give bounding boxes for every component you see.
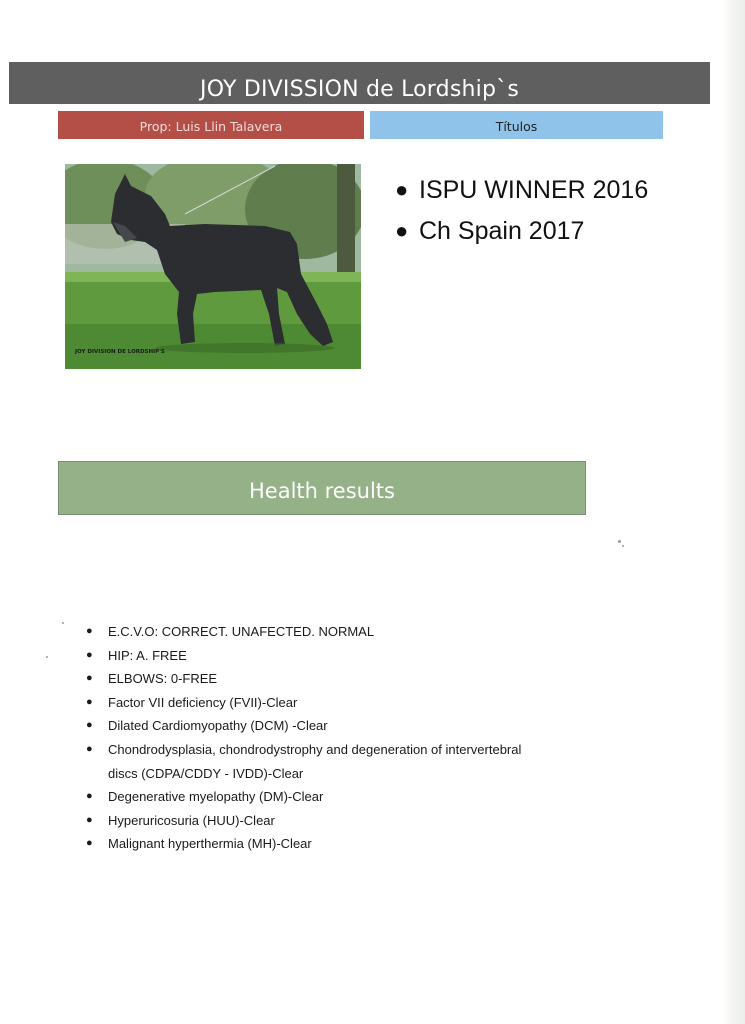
list-item: ● Ch Spain 2017 — [395, 211, 679, 252]
bullet-icon: ● — [395, 177, 409, 202]
list-item: ● ISPU WINNER 2016 — [395, 170, 679, 211]
list-item: ● HIP: A. FREE — [86, 644, 546, 668]
titles-list — [395, 170, 679, 251]
bullet-icon: ● — [86, 695, 93, 708]
list-item: ● Hyperuricosuria (HUU)-Clear — [86, 809, 546, 833]
scan-speck — [62, 622, 64, 624]
list-item: ● Malignant hyperthermia (MH)-Clear — [86, 832, 546, 856]
scan-speck — [46, 656, 48, 658]
dog-photo — [65, 164, 361, 369]
photo-caption: JOY DIVISION DE LORDSHIP'S — [75, 349, 165, 355]
bullet-icon: ● — [86, 719, 93, 732]
health-results-list — [86, 620, 546, 856]
scan-speck — [618, 540, 621, 543]
scan-edge-shadow — [723, 0, 745, 1024]
page-title: JOY DIVISSION de Lordship`s — [9, 62, 710, 104]
list-item: ● ELBOWS: 0-FREE — [86, 667, 546, 691]
bullet-icon: ● — [86, 837, 93, 850]
bullet-icon: ● — [86, 790, 93, 803]
owner-label: Prop: Luis Llin Talavera — [58, 111, 364, 139]
bullet-icon: ● — [86, 625, 93, 637]
bullet-icon: ● — [86, 672, 93, 685]
list-item: ● Degenerative myelopathy (DM)-Clear — [86, 785, 546, 809]
list-item: ● E.C.V.O: CORRECT. UNAFECTED. NORMAL — [86, 620, 546, 644]
bullet-icon: ● — [86, 648, 93, 661]
list-item: ● Factor VII deficiency (FVII)-Clear — [86, 691, 546, 715]
bullet-icon: ● — [86, 813, 93, 826]
scan-speck — [622, 545, 624, 547]
bullet-icon: ● — [86, 742, 93, 755]
list-item: ● Chondrodysplasia, chondrodystrophy and degeneration of intervertebral discs (CDPA/CDDY - IVDD)-Clear — [86, 738, 546, 785]
bullet-icon: ● — [395, 217, 409, 243]
list-item: ● Dilated Cardiomyopathy (DCM) -Clear — [86, 714, 546, 738]
dog-photo-image — [65, 164, 361, 369]
titles-heading: Títulos — [370, 111, 663, 139]
health-results-heading: Health results — [58, 461, 586, 515]
